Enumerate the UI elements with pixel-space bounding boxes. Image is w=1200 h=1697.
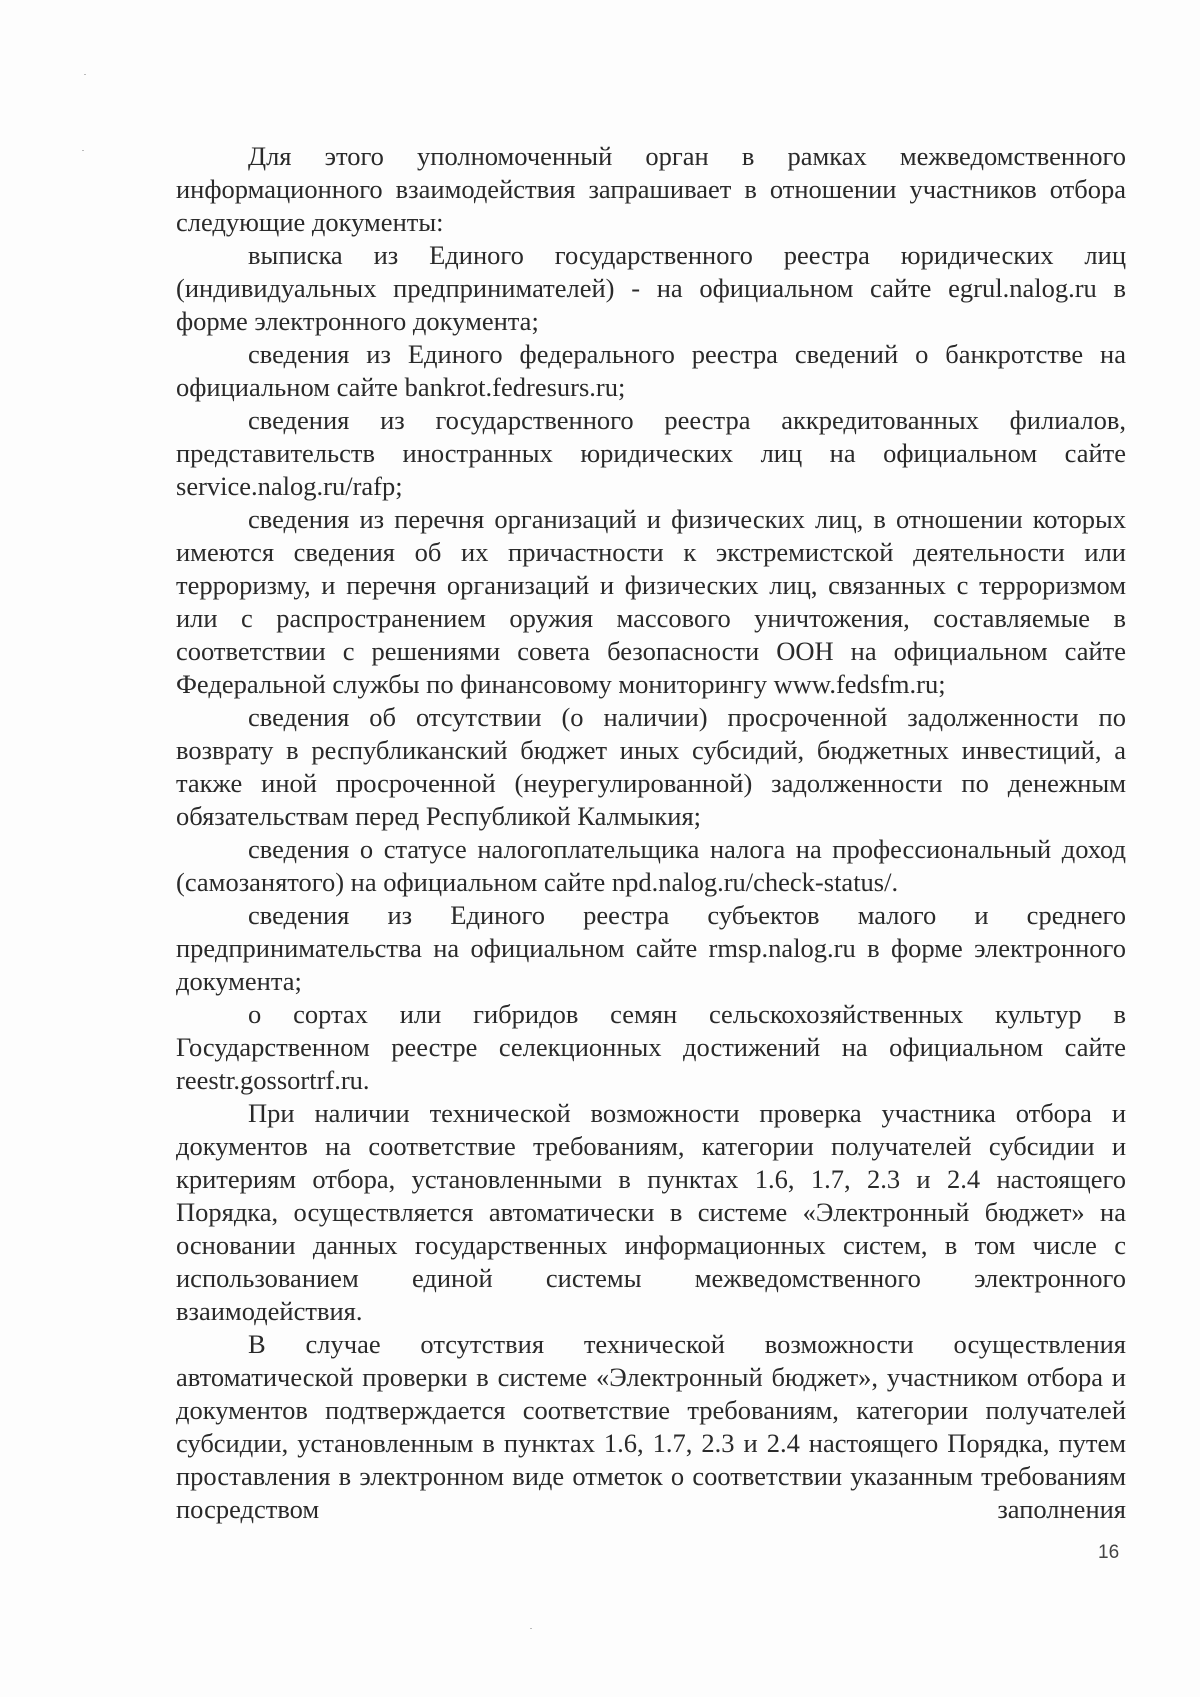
paragraph-debt: сведения об отсутствии (о наличии) просроченной задолженности по возврату в республиканский бюджет иных субсидий, бюджетных инвестиций, а также иной просроченной (неурегулированной) задолженности по денежным обязательствам перед Республикой Калмыкия; (176, 702, 1126, 831)
paragraph-fedsfm: сведения из перечня организаций и физических лиц, в отношении которых имеются сведения об их причастности к экстремистской деятельности или терроризму, и перечня организаций и физических лиц, связанных с терроризмом или с распространением оружия массового уничтожения, составляемые в соответствии с решениями совета безопасности ООН на официальном сайте Федеральной службы по финансовому мониторингу www.fedsfm.ru; (176, 504, 1126, 699)
scan-speck (84, 74, 86, 75)
paragraph-egrul: выписка из Единого государственного реестра юридических лиц (индивидуальных предпринимателей) - на официальном сайте egrul.nalog.ru в форме электронного документа; (176, 240, 1126, 336)
document-body (176, 140, 1126, 1526)
paragraph-rafp: сведения из государственного реестра аккредитованных филиалов, представительств иностранных юридических лиц на официальном сайте service.nalog.ru/rafp; (176, 405, 1126, 501)
paragraph-rmsp: сведения из Единого реестра субъектов малого и среднего предпринимательства на официальном сайте rmsp.nalog.ru в форме электронного документа; (176, 900, 1126, 996)
page-number: 16 (1098, 1542, 1120, 1563)
paragraph-bankrot: сведения из Единого федерального реестра сведений о банкротстве на официальном сайте bankrot.fedresurs.ru; (176, 339, 1126, 402)
paragraph-manual-check: В случае отсутствия технической возможности осуществления автоматической проверки в системе «Электронный бюджет», участником отбора и документов подтверждается соответствие требованиям, категории получателей субсидии, установленным в пунктах 1.6, 1.7, 2.3 и 2.4 настоящего Порядка, путем проставления в электронном виде отметок о соответствии указанным требованиям посредством заполнения (176, 1329, 1126, 1524)
scan-speck (82, 150, 84, 151)
paragraph-npd: сведения о статусе налогоплательщика налога на профессиональный доход (самозанятого) на официальном сайте npd.nalog.ru/check-status/. (176, 834, 1126, 897)
scan-speck (530, 1628, 532, 1629)
paragraph-gossort: о сортах или гибридов семян сельскохозяйственных культур в Государственном реестре селекционных достижений на официальном сайте reestr.gossortrf.ru. (176, 999, 1126, 1095)
paragraph-intro: Для этого уполномоченный орган в рамках межведомственного информационного взаимодействия запрашивает в отношении участников отбора следующие документы: (176, 141, 1126, 237)
paragraph-auto-check: При наличии технической возможности проверка участника отбора и документов на соответствие требованиям, категории получателей субсидии и критериям отбора, установленными в пунктах 1.6, 1.7, 2.3 и 2.4 настоящего Порядка, осуществляется автоматически в системе «Электронный бюджет» на основании данных государственных информационных систем, в том числе с использованием единой системы межведомственного электронного взаимодействия. (176, 1098, 1126, 1326)
